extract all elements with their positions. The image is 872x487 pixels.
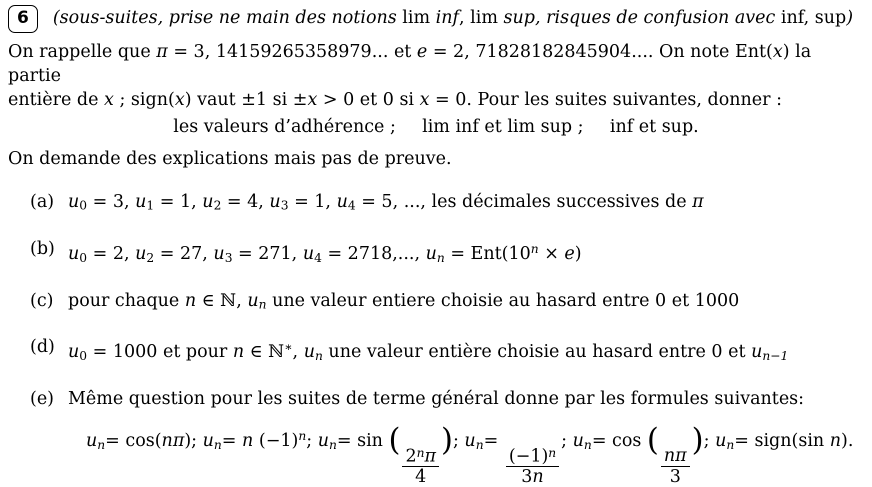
- exercise-title: (sous-suites, prise ne main des notions lim inf, lim sup, risques de confusion avec inf, sup): [52, 8, 854, 28]
- item-c-label: (c): [30, 290, 54, 311]
- item-list: [8, 190, 864, 487]
- item-a-label: (a): [30, 192, 55, 212]
- intro-line-1: On rappelle que π = 3, 14159265358979... et e = 2, 71828182845904.... On note Ent(x) la partie: [8, 42, 812, 86]
- item-e-label: (e): [30, 389, 55, 409]
- exercise-number-box: [8, 5, 38, 33]
- item-b: [30, 237, 864, 270]
- item-c: [30, 289, 864, 317]
- item-d-text: $u_0 = 1000$ et pour n ∈ ℕ∗, $u_n$ une valeur entière choisie au hasard entre 0 et $u_{n-1}$: [68, 340, 789, 363]
- item-a: [30, 190, 864, 218]
- exercise-header: [8, 5, 864, 33]
- item-d-label: (d): [30, 337, 55, 358]
- item-e: [30, 387, 864, 411]
- item-e-text: Même question pour les suites de terme général donne par les formules suivantes:: [68, 389, 805, 409]
- note-line: On demande des explications mais pas de preuve.: [8, 149, 452, 169]
- item-d: [30, 335, 864, 368]
- item-e-formulas: $u_n= \cos(n\pi)$; $u_n= n$ $(-1)^n$; $u_n= \sin$ ( $\frac{2^n\pi}{4}$ ); $u_n=$ $\frac{(-1)^n}{3n}$ ; $u_n= \cos$ ( $\frac{n\pi}{3}$ ); $u_n=$ sign(sin n).: [86, 422, 854, 487]
- item-c-text: pour chaque n ∈ ℕ, $u_n$ une valeur entiere choisie au hasard entre 0 et 1000: [68, 290, 740, 312]
- intro-line-2: entière de x ; sign(x) vaut ±1 si ±x > 0 et 0 si x = 0. Pour les suites suivantes, donner :: [8, 90, 782, 110]
- exercise-number: 6: [17, 8, 29, 28]
- item-b-text: $u_0 = 2$, $u_2 = 27$, $u_3 = 271$, $u_4 = 2718$,..., $u_n = Ent(10^n \times e)$: [68, 241, 582, 265]
- item-b-label: (b): [30, 238, 55, 259]
- item-a-text: $u_0 = 3$, $u_1 = 1$, $u_2 = 4$, $u_3 = 1$, $u_4 = 5$, ..., les décimales successives de π: [68, 192, 704, 213]
- requirements-line: les valeurs d’adhérence ; lim inf et lim sup ; inf et sup.: [173, 117, 699, 137]
